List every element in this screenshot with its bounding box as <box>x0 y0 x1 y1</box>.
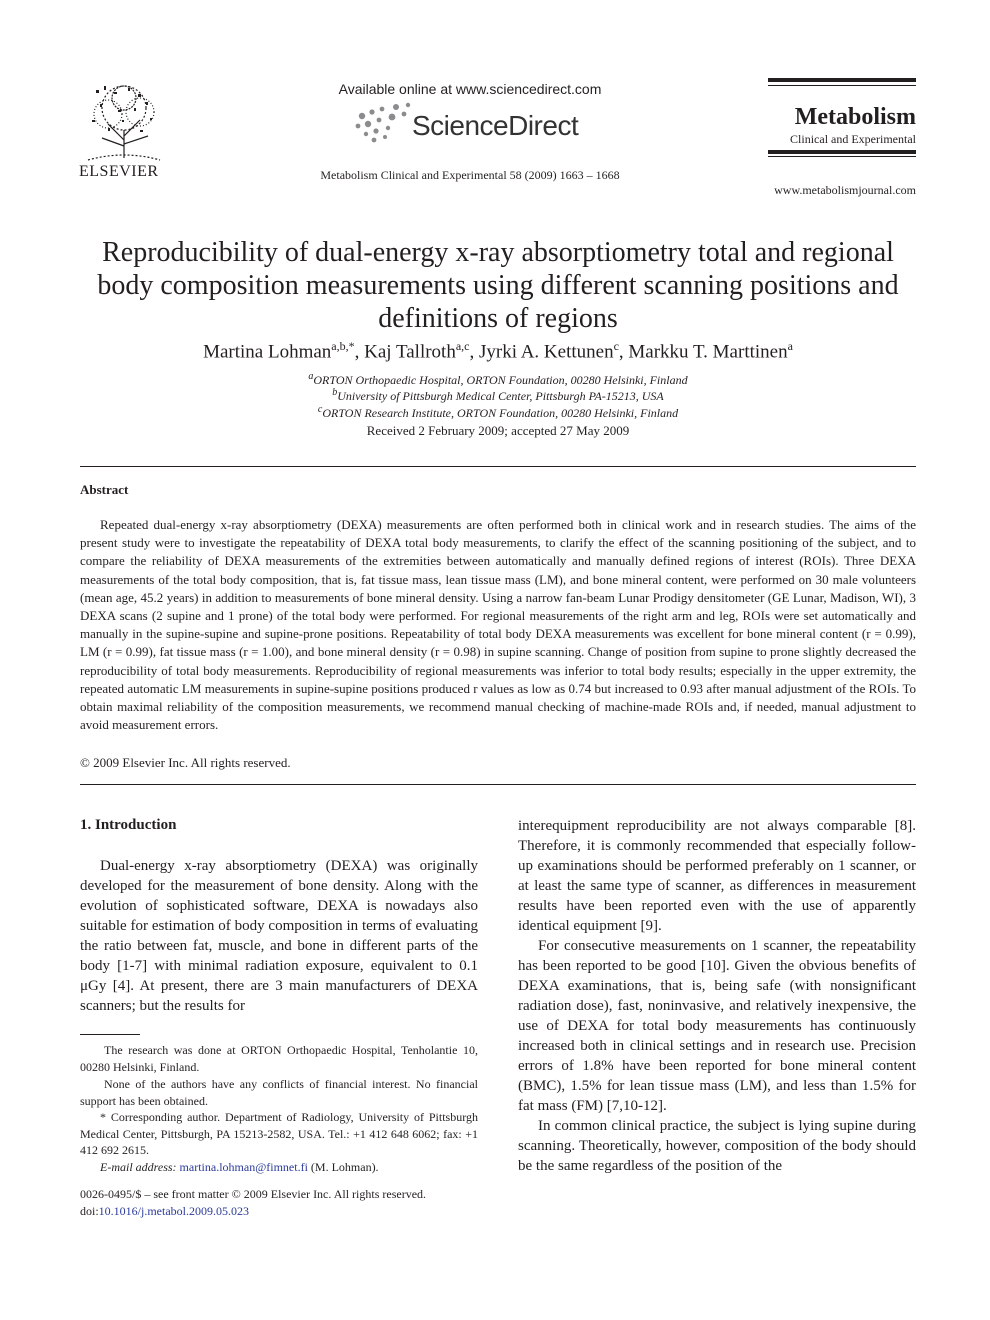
affiliation <box>80 387 916 404</box>
journal-rule <box>768 85 916 86</box>
section-divider <box>80 466 916 467</box>
intro-paragraph: interequipment reproducibility are not always comparable [8]. Therefore, it is commonly recommended that especially follow-up examinations should be performed preferably on 1 scanner, or at least the same type of scanner, as differences in measurement results have been reported even with the use of apparently identical equipment [9]. <box>518 818 916 934</box>
affiliation-sup: b <box>332 387 338 398</box>
affiliation-text: University of Pittsburgh Medical Center, Pittsburgh PA-15213, USA <box>337 389 664 403</box>
sciencedirect-wordmark: ScienceDirect <box>412 110 579 141</box>
affiliation-text: ORTON Orthopaedic Hospital, ORTON Foundation, 00280 Helsinki, Finland <box>313 373 688 387</box>
author-list: Martina Lohman$^{a,b,*}$, Kaj Tallroth$^{a,c}$, Jyrki A. Kettunen$^c$, Markku T. Marttinen$^a$ <box>203 339 793 363</box>
publisher-name: ELSEVIER <box>79 163 159 180</box>
intro-paragraph: Dual-energy x-ray absorptiometry (DEXA) was originally developed for the measurement of bone density. Along with the evolution of sophisticated software, DEXA is nowadays also suitable for estimation of body composition in terms of evaluating the ratio between fat, muscle, and bone in different parts of the body [1-7] with minimal radiation exposure, equivalent to 0.1 μGy [4]. At present, there are 3 main manufacturers of DEXA scanners; but the results for <box>80 858 478 1014</box>
journal-rule <box>768 78 916 82</box>
author-name: Martina Lohman <box>203 341 332 363</box>
affiliation <box>80 404 916 421</box>
intro-paragraph: In common clinical practice, the subject is lying supine during scanning. Theoretically, however, composition of the body should be the same regardless of the position of the <box>518 1118 916 1174</box>
journal-subtitle: Clinical and Experimental <box>790 132 916 146</box>
footnote-email <box>80 1159 478 1176</box>
affiliation-text: ORTON Research Institute, ORTON Foundation, 00280 Helsinki, Finland <box>322 406 679 420</box>
author-sup: a,b,* <box>331 339 355 353</box>
journal-title: Metabolism <box>794 104 916 130</box>
affiliation <box>80 371 916 388</box>
article-title: Reproducibility of dual-energy x-ray absorptiometry total and regional body composition measurements using different scanning positions and definitions of regions <box>97 237 899 334</box>
journal-rule <box>768 156 916 157</box>
affiliation-sup: c <box>317 404 323 415</box>
front-matter <box>80 1186 478 1220</box>
abstract-heading: Abstract <box>80 482 129 497</box>
email-suffix: (M. Lohman). <box>310 1160 379 1174</box>
email-link[interactable]: martina.lohman@fimnet.fi <box>179 1160 308 1174</box>
affiliation-sup: a <box>308 371 314 382</box>
footnote-corresponding: * Corresponding author. Department of Radiology, University of Pittsburgh Medical Center, Pittsburgh, PA 15213-2582, USA. Tel.: +1 412 648 6062; fax: +1 412 692 2615. <box>80 1110 478 1158</box>
footnote: The research was done at ORTON Orthopaedic Hospital, Tenholantie 10, 00280 Helsinki, Finland. <box>80 1043 478 1074</box>
journal-citation: Metabolism Clinical and Experimental 58 (2009) 1663 – 1668 <box>320 168 620 182</box>
copyright-notice: © 2009 Elsevier Inc. All rights reserved. <box>80 755 291 770</box>
section-divider <box>80 784 916 785</box>
footnote: None of the authors have any conflicts of financial interest. No financial support has been obtained. <box>80 1077 478 1108</box>
section-heading: 1. Introduction <box>80 817 177 833</box>
intro-paragraph: For consecutive measurements on 1 scanner, the repeatability has been reported to be good [10]. Given the obvious benefits of DEXA examinations, that is, being safe (with nonsignificant radiation dose), fast, noninvasive, and relatively inexpensive, the use of DEXA for total body measurements has continuously increased both in clinical settings and in research use. Precision errors of 1.8% have been reported for bone mineral content (BMC), 1.5% for lean tissue mass (LM), and less than 1.5% for fat mass (FM) [7,10-12]. <box>518 938 916 1114</box>
author-sup: a,c <box>455 339 470 353</box>
abstract-body: Repeated dual-energy x-ray absorptiometry (DEXA) measurements are often performed both in clinical work and in research studies. The aims of the present study were to investigate the repeatability of DEXA total body measurements, to clarify the effect of the scanning positioning of the subject, and to compare the reliability of DEXA measurements of the extremities between automatically and manually defined regions of interest (ROIs). Three DEXA measurements of the total body composition, that is, fat tissue mass, lean tissue mass (LM), and bone mineral content, were performed on 30 male volunteers (mean age, 45.2 years) in addition to measurements of bone mineral density. Using a narrow fan-beam Lunar Prodigy densitometer (GE Lunar, Madison, WI), 3 DEXA scans (2 supine and 1 prone) of the total body were performed. For regional measurements of the right arm and leg, ROIs were set automatically and manually in the supine-supine and supine-prone positions. Repeatability of total body DEXA measurements was excellent for bone mineral content (r = 0.99), LM (r = 0.99), fat tissue mass (r = 1.00), and bone mineral density (r = 0.98) in supine scanning. Change of position from supine to prone slightly decreased the reproducibility of total body measurements. Reproducibility of regional measurements was inferior to total body results; especially in the upper extremity, the repeated automatic LM measurements in supine-supine positions produced r values as low as 0.74 but increased to 0.93 after manual adjustment of the ROIs. To obtain maximal reliability of the composition measurements, we recommend manual checking of machine-made ROIs and, if needed, manual adjustment to avoid measurement errors. <box>80 517 916 733</box>
right-column <box>518 816 916 1176</box>
doi-link[interactable]: 10.1016/j.metabol.2009.05.023 <box>98 1204 249 1218</box>
email-label: E-mail address: <box>100 1160 177 1174</box>
issn-line: 0026-0495/$ – see front matter © 2009 Elsevier Inc. All rights reserved. <box>80 1187 427 1201</box>
journal-rule <box>768 150 916 154</box>
author-name: Markku T. Marttinen <box>628 341 788 363</box>
journal-url[interactable]: www.metabolismjournal.com <box>774 183 916 197</box>
received-dates: Received 2 February 2009; accepted 27 May 2009 <box>366 423 630 438</box>
left-column <box>80 856 478 1016</box>
available-online-text[interactable]: Available online at www.sciencedirect.com <box>338 81 602 97</box>
author-sup: a <box>787 339 793 353</box>
doi-line <box>80 1203 478 1220</box>
author-name: Kaj Tallroth <box>364 341 456 363</box>
footnote-rule <box>80 1034 140 1035</box>
author-name: Jyrki A. Kettunen <box>479 341 614 363</box>
author-sup: c <box>613 339 619 353</box>
doi-label: doi: <box>80 1204 99 1218</box>
